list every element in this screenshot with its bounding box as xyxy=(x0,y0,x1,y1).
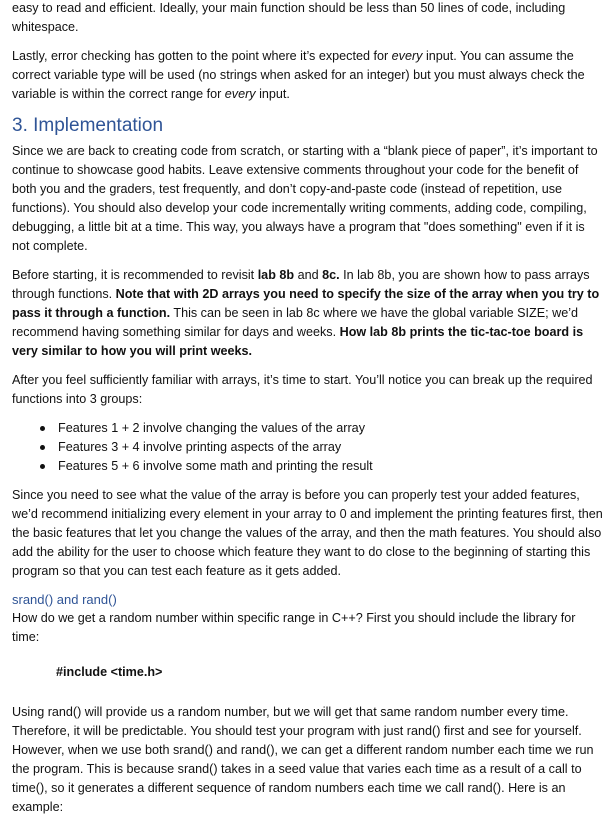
error-text-e: input. xyxy=(255,87,290,101)
paragraph-before-starting xyxy=(12,266,603,361)
feature-text: Features 5 + 6 involve some math and printing the result xyxy=(58,459,373,473)
before-how-note: How lab 8b prints the tic-tac-toe board is very similar to how you will print weeks. xyxy=(12,325,584,358)
before-note: Note that with 2D arrays you need to specify the size of the array when you try to pass it through a function. xyxy=(12,287,600,320)
paragraph-intro: easy to read and efficient. Ideally, your main function should be less than 50 lines of code, including whitespace. xyxy=(12,1,566,34)
list-item xyxy=(40,438,603,457)
paragraph-rand-explanation: Using rand() will provide us a random number, but we will get that same random number every time. Therefore, it will be predictable. You should test your program with just rand() first and see for yourself. However, when we use both srand() and rand(), we can get a different random number each time we run the program. This is because srand() takes in a seed value that varies each time as a result of a call to time(), so it generates a different sequence of random numbers each time we call rand(). Here is an example: xyxy=(12,705,594,814)
bullet-icon xyxy=(40,426,45,431)
before-lab8b: lab 8b xyxy=(257,268,295,282)
code-include-line: #include <time.h> xyxy=(56,665,163,679)
section-heading: 3. Implementation xyxy=(12,115,164,136)
error-text-emphasis-1: every xyxy=(391,49,423,63)
paragraph-after-familiar: After you feel sufficiently familiar with arrays, it’s time to start. You’ll notice you can break up the required functions into 3 groups: xyxy=(12,373,593,406)
feature-text: Features 3 + 4 involve printing aspects of the array xyxy=(58,440,342,454)
bullet-icon xyxy=(40,445,45,450)
before-lab8c: 8c. xyxy=(322,268,340,282)
paragraph-random-number: How do we get a random number within specific range in C++? First you should include the library for time: xyxy=(12,611,576,644)
before-text-e: In lab 8b, you are shown how to pass arrays through functions. xyxy=(12,268,590,301)
error-text-c: input. You can assume the correct variable type will be used (no strings when asked for an integer) but you must always check the variable is within the correct range for xyxy=(12,49,585,101)
list-item xyxy=(40,457,603,476)
paragraph-implementation: Since we are back to creating code from scratch, or starting with a “blank piece of paper”, it’s important to continue to showcase good habits. Leave extensive comments throughout your code for the benefit of both you and the graders, test frequently, and don’t copy-and-paste code (instead of repetition, use functions). You should also develop your code incrementally writing comments, adding code, compiling, debugging, a little bit at a time. This way, you always have a program that "does something" even if it is not complete. xyxy=(12,144,598,253)
before-text-a: Before starting, it is recommended to revisit xyxy=(12,268,258,282)
before-text-c: and xyxy=(294,268,323,282)
feature-list xyxy=(12,419,603,476)
before-text-g: This can be seen in lab 8c where we have the global variable SIZE; we’d recommend having something similar for days and weeks. xyxy=(12,306,579,339)
paragraph-error-checking xyxy=(12,47,603,104)
bullet-icon xyxy=(40,464,45,469)
error-text-emphasis-2: every xyxy=(224,87,256,101)
list-item xyxy=(40,419,603,438)
feature-text: Features 1 + 2 involve changing the values of the array xyxy=(58,421,365,435)
error-text-a: Lastly, error checking has gotten to the point where it’s expected for xyxy=(12,49,392,63)
paragraph-since: Since you need to see what the value of the array is before you can properly test your added features, we’d recommend initializing every element in your array to 0 and implement the printing features first, then the basic features that let you change the values of the array, and then the math features. You should also add the ability for the user to choose which feature they want to do close to the beginning of starting this program so that you can test each feature as it gets added. xyxy=(12,488,603,578)
subheading-srand-rand: srand() and rand() xyxy=(12,592,117,607)
